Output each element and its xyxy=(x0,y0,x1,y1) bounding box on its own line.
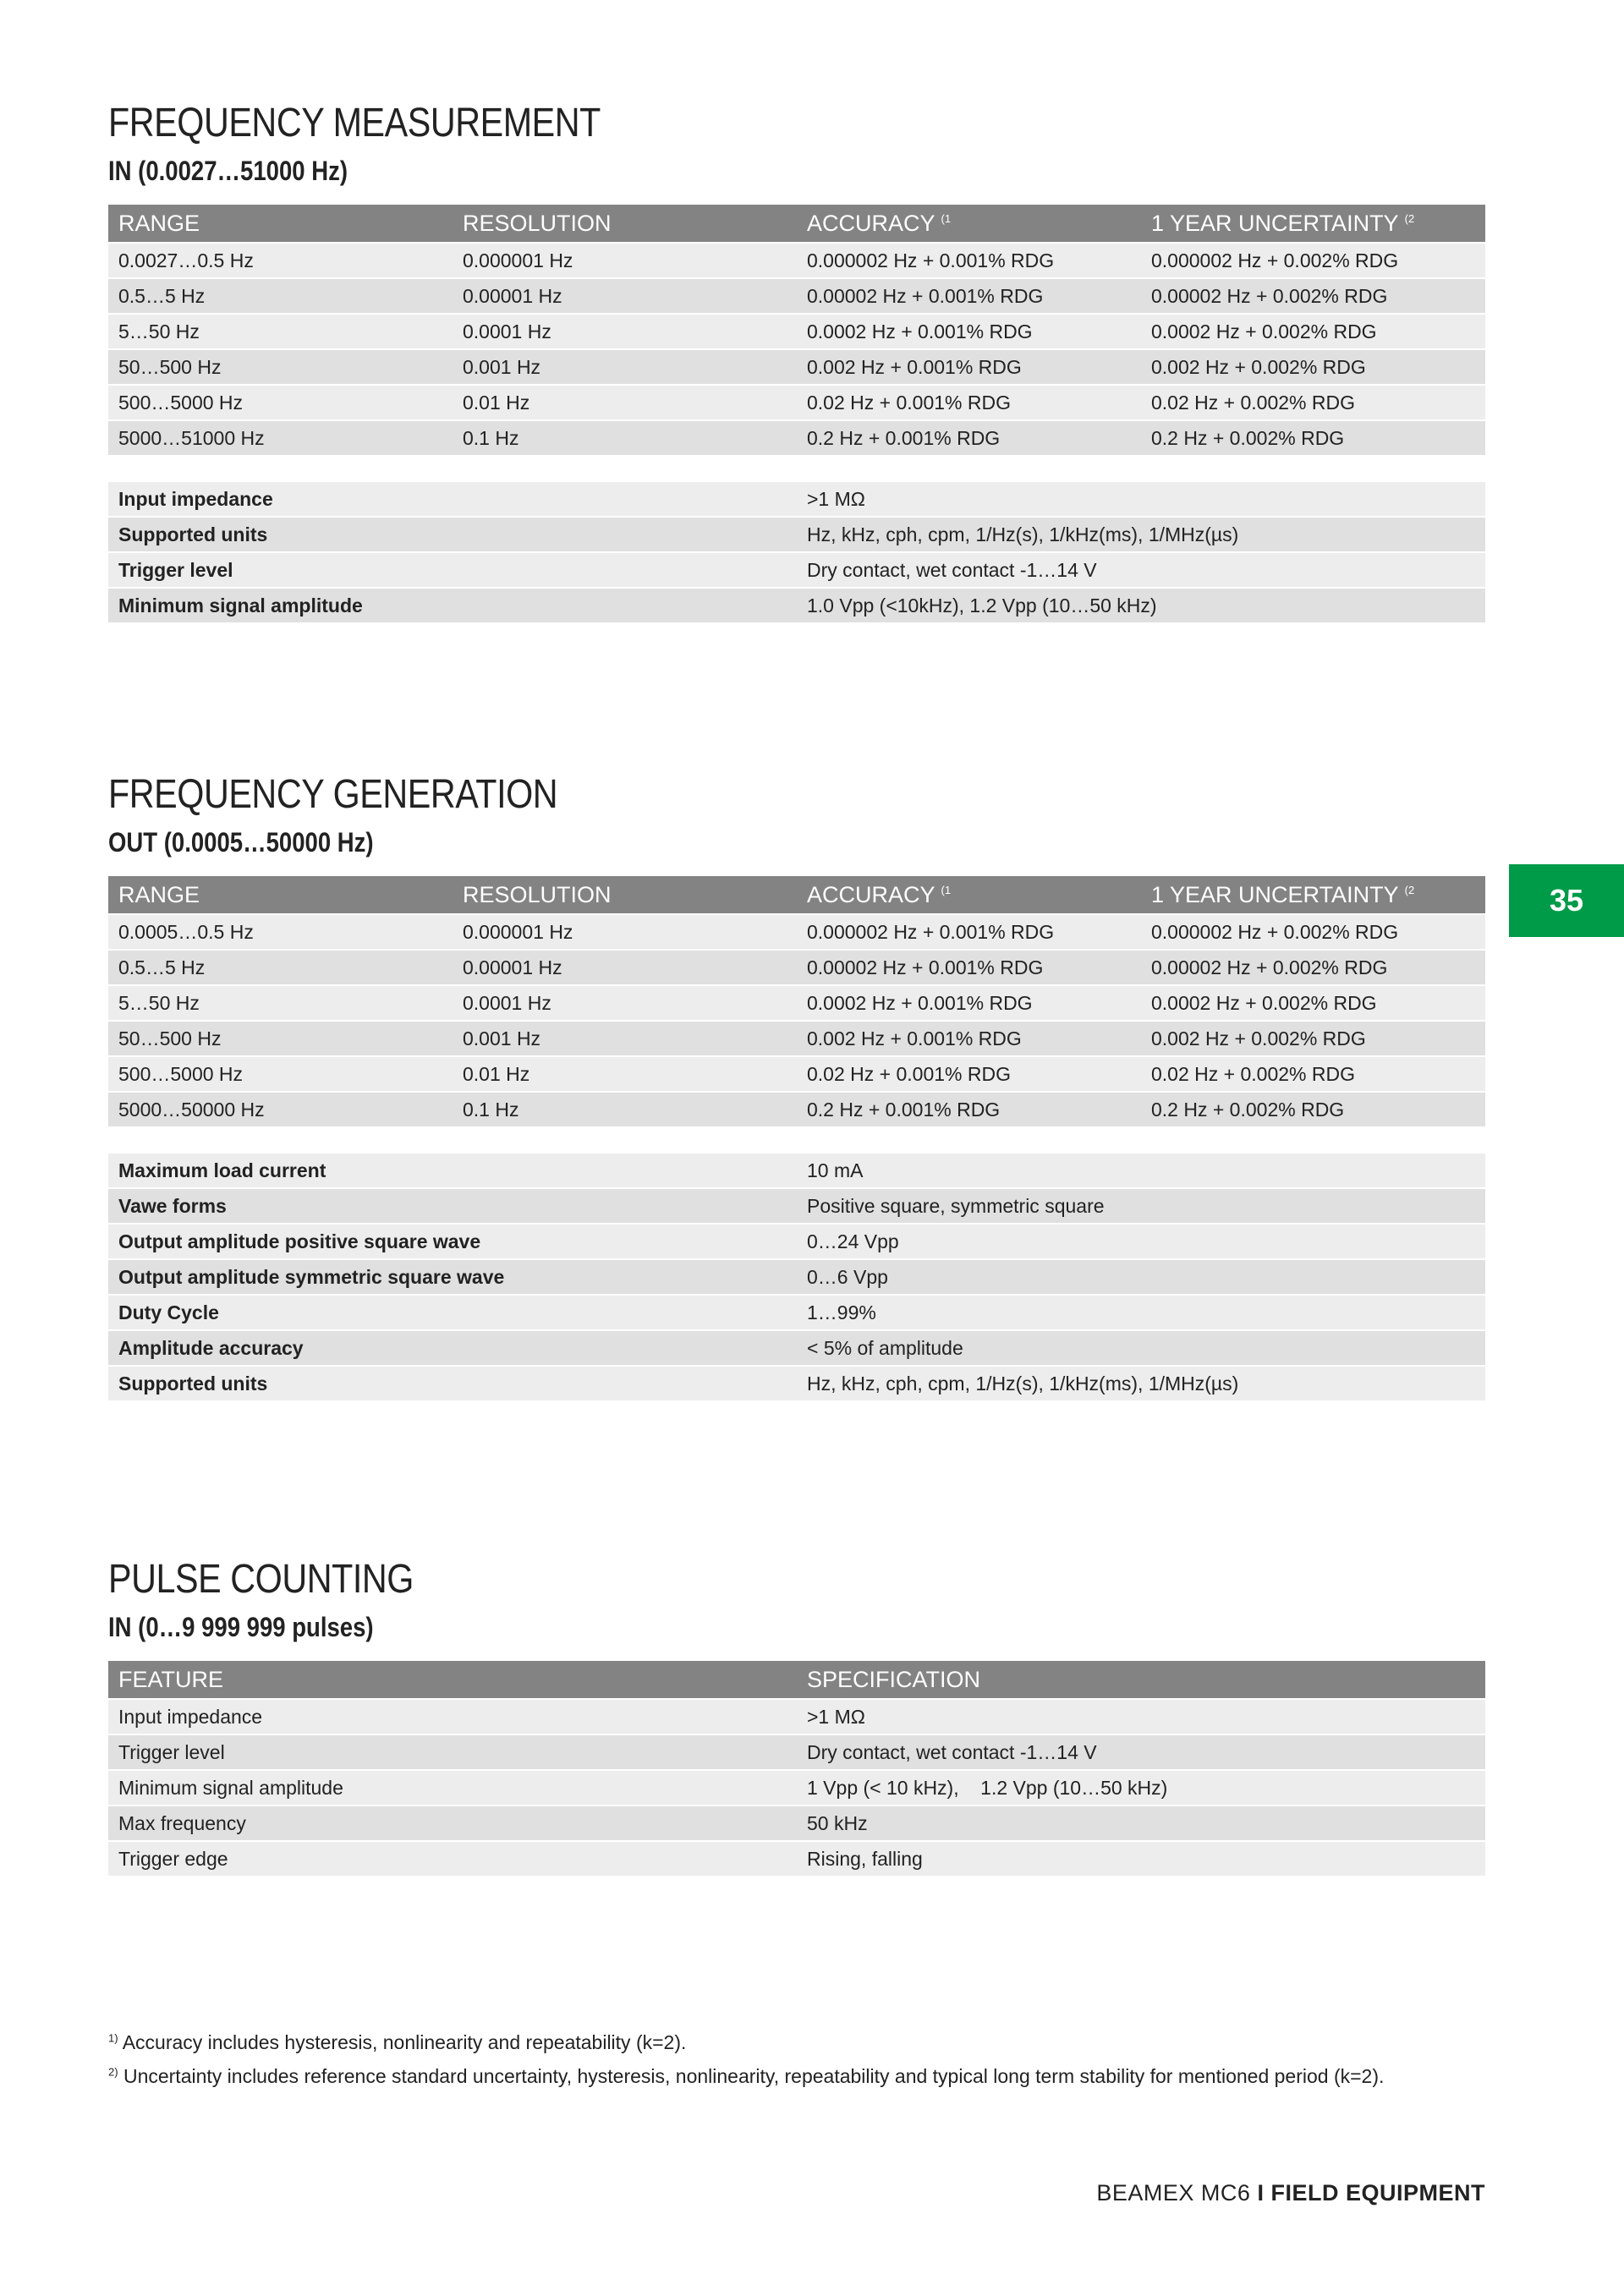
table-row xyxy=(108,419,1485,455)
spec-label: Supported units xyxy=(118,523,268,545)
column-header-uncertainty: 1 YEAR UNCERTAINTY $^{(2}$ xyxy=(1151,210,1415,236)
feature-cell: Trigger level xyxy=(118,1740,225,1763)
spec-label: Vawe forms xyxy=(118,1194,227,1217)
section-title: PULSE COUNTING xyxy=(108,1557,414,1602)
spec-value: 0…24 Vpp xyxy=(807,1230,899,1252)
accuracy-cell: 0.0002 Hz + 0.001% RDG xyxy=(807,991,1033,1014)
resolution-cell: 0.001 Hz xyxy=(463,1027,541,1049)
section-title: FREQUENCY GENERATION xyxy=(108,772,558,817)
range-cell: 0.5…5 Hz xyxy=(118,284,206,307)
table-row xyxy=(108,1840,1485,1876)
spec-label: Duty Cycle xyxy=(118,1301,219,1323)
spec-table xyxy=(108,480,1485,622)
spec-value: 0…6 Vpp xyxy=(807,1265,888,1288)
accuracy-cell: 0.00002 Hz + 0.001% RDG xyxy=(807,284,1044,307)
table-row xyxy=(108,277,1485,313)
table-row xyxy=(108,1769,1485,1805)
table-row xyxy=(108,1020,1485,1055)
spec-value: Hz, kHz, cph, cpm, 1/Hz(s), 1/kHz(ms), 1/MHz(µs) xyxy=(807,1372,1239,1395)
uncertainty-cell: 0.00002 Hz + 0.002% RDG xyxy=(1151,956,1388,978)
accuracy-cell: 0.000002 Hz + 0.001% RDG xyxy=(807,249,1055,271)
feature-cell: Max frequency xyxy=(118,1811,246,1834)
table-row xyxy=(108,1055,1485,1091)
column-header-range: RANGE xyxy=(118,881,200,907)
range-cell: 5…50 Hz xyxy=(118,991,200,1014)
resolution-cell: 0.1 Hz xyxy=(463,1098,519,1121)
accuracy-cell: 0.02 Hz + 0.001% RDG xyxy=(807,391,1011,414)
table-row xyxy=(108,1698,1485,1734)
specification-cell: >1 MΩ xyxy=(807,1705,865,1728)
uncertainty-cell: 0.00002 Hz + 0.002% RDG xyxy=(1151,284,1388,307)
spec-label: Maximum load current xyxy=(118,1159,326,1181)
accuracy-cell: 0.000002 Hz + 0.001% RDG xyxy=(807,920,1055,943)
spec-label: Output amplitude positive square wave xyxy=(118,1230,481,1252)
spec-row xyxy=(108,480,1485,516)
table-row xyxy=(108,242,1485,277)
uncertainty-cell: 0.000002 Hz + 0.002% RDG xyxy=(1151,249,1399,271)
range-cell: 50…500 Hz xyxy=(118,355,222,378)
uncertainty-cell: 0.0002 Hz + 0.002% RDG xyxy=(1151,991,1377,1014)
table-row xyxy=(108,1091,1485,1126)
range-cell: 50…500 Hz xyxy=(118,1027,222,1049)
pulse-counting-section xyxy=(108,1556,1485,1876)
column-header-range: RANGE xyxy=(118,210,200,236)
spec-row xyxy=(108,1152,1485,1187)
spec-value: >1 MΩ xyxy=(807,487,865,510)
table-row xyxy=(108,348,1485,384)
table-row xyxy=(108,313,1485,348)
resolution-cell: 0.0001 Hz xyxy=(463,991,551,1014)
section-subtitle: OUT (0.0005…50000 Hz) xyxy=(108,827,374,858)
section-subtitle: IN (0…9 999 999 pulses) xyxy=(108,1612,374,1642)
column-header-feature: FEATURE xyxy=(118,1666,224,1692)
spec-label: Output amplitude symmetric square wave xyxy=(118,1265,505,1288)
spec-label: Trigger level xyxy=(118,558,233,581)
page-number-tab: 35 xyxy=(1509,864,1624,937)
spec-value: Positive square, symmetric square xyxy=(807,1194,1105,1217)
specification-cell: Rising, falling xyxy=(807,1847,923,1870)
table-row xyxy=(108,984,1485,1020)
feature-cell: Input impedance xyxy=(118,1705,263,1728)
range-cell: 0.5…5 Hz xyxy=(118,956,206,978)
spec-value: Hz, kHz, cph, cpm, 1/Hz(s), 1/kHz(ms), 1/MHz(µs) xyxy=(807,523,1239,545)
resolution-cell: 0.00001 Hz xyxy=(463,956,562,978)
footnote-ref: (1 xyxy=(941,883,952,896)
resolution-cell: 0.1 Hz xyxy=(463,426,519,449)
spec-row xyxy=(108,1365,1485,1400)
spec-row xyxy=(108,1187,1485,1223)
specification-cell: 1 Vpp (< 10 kHz), 1.2 Vpp (10…50 kHz) xyxy=(807,1776,1168,1799)
accuracy-cell: 0.00002 Hz + 0.001% RDG xyxy=(807,956,1044,978)
footnotes xyxy=(108,2025,1384,2093)
column-header-resolution: RESOLUTION xyxy=(463,881,612,907)
table-header-row xyxy=(108,1661,1485,1698)
range-cell: 500…5000 Hz xyxy=(118,391,244,414)
range-table xyxy=(108,876,1485,1126)
resolution-cell: 0.00001 Hz xyxy=(463,284,562,307)
spec-label: Input impedance xyxy=(118,487,273,510)
spec-row xyxy=(108,551,1485,587)
spec-label: Minimum signal amplitude xyxy=(118,594,363,616)
resolution-cell: 0.01 Hz xyxy=(463,391,530,414)
column-header-resolution: RESOLUTION xyxy=(463,210,612,236)
freq-measurement-section xyxy=(108,100,1485,622)
spec-table xyxy=(108,1152,1485,1400)
feature-cell: Minimum signal amplitude xyxy=(118,1776,343,1799)
freq-generation-section xyxy=(108,771,1485,1400)
resolution-cell: 0.000001 Hz xyxy=(463,920,573,943)
table-row xyxy=(108,384,1485,419)
table-header-row xyxy=(108,876,1485,913)
uncertainty-cell: 0.000002 Hz + 0.002% RDG xyxy=(1151,920,1399,943)
range-cell: 0.0027…0.5 Hz xyxy=(118,249,254,271)
footer-brand: BEAMEX MC6 xyxy=(1096,2180,1251,2206)
uncertainty-cell: 0.02 Hz + 0.002% RDG xyxy=(1151,391,1355,414)
accuracy-cell: 0.2 Hz + 0.001% RDG xyxy=(807,1098,1001,1121)
uncertainty-cell: 0.02 Hz + 0.002% RDG xyxy=(1151,1062,1355,1085)
specification-cell: Dry contact, wet contact -1…14 V xyxy=(807,1740,1097,1763)
footnote: $^{2)}$ Uncertainty includes reference standard uncertainty, hysteresis, nonlinearity, repeatability and typical long term stability for mentioned period (k=2). xyxy=(108,2065,1385,2087)
footnote-ref: (2 xyxy=(1404,883,1415,896)
footnote: $^{1)}$ Accuracy includes hysteresis, nonlinearity and repeatability (k=2). xyxy=(108,2031,687,2053)
uncertainty-cell: 0.002 Hz + 0.002% RDG xyxy=(1151,355,1366,378)
footer-section: FIELD EQUIPMENT xyxy=(1270,2180,1485,2206)
uncertainty-cell: 0.2 Hz + 0.002% RDG xyxy=(1151,1098,1345,1121)
accuracy-cell: 0.0002 Hz + 0.001% RDG xyxy=(807,320,1033,342)
spec-value: 1…99% xyxy=(807,1301,876,1323)
table-header-row xyxy=(108,205,1485,242)
range-table xyxy=(108,205,1485,455)
spec-row xyxy=(108,516,1485,551)
range-cell: 5000…51000 Hz xyxy=(118,426,265,449)
specification-cell: 50 kHz xyxy=(807,1811,868,1834)
footer-separator: I xyxy=(1257,2180,1265,2206)
column-header-uncertainty: 1 YEAR UNCERTAINTY $^{(2}$ xyxy=(1151,881,1415,907)
column-header-accuracy: ACCURACY $^{(1}$ xyxy=(807,881,952,907)
spec-value: < 5% of amplitude xyxy=(807,1336,963,1359)
range-cell: 500…5000 Hz xyxy=(118,1062,244,1085)
accuracy-cell: 0.2 Hz + 0.001% RDG xyxy=(807,426,1001,449)
uncertainty-cell: 0.002 Hz + 0.002% RDG xyxy=(1151,1027,1366,1049)
column-header-accuracy: ACCURACY $^{(1}$ xyxy=(807,210,952,236)
section-title: FREQUENCY MEASUREMENT xyxy=(108,101,601,145)
section-subtitle: IN (0.0027…51000 Hz) xyxy=(108,156,348,186)
feature-cell: Trigger edge xyxy=(118,1847,228,1870)
accuracy-cell: 0.002 Hz + 0.001% RDG xyxy=(807,1027,1022,1049)
feature-table xyxy=(108,1661,1485,1876)
spec-row xyxy=(108,1258,1485,1294)
spec-value: 1.0 Vpp (<10kHz), 1.2 Vpp (10…50 kHz) xyxy=(807,594,1157,616)
table-row xyxy=(108,1805,1485,1840)
column-header-specification: SPECIFICATION xyxy=(807,1666,981,1692)
spec-label: Supported units xyxy=(118,1372,268,1395)
table-row xyxy=(108,913,1485,949)
resolution-cell: 0.001 Hz xyxy=(463,355,541,378)
spec-row xyxy=(108,587,1485,622)
resolution-cell: 0.000001 Hz xyxy=(463,249,573,271)
page-footer xyxy=(1096,2180,1485,2206)
footnote-ref: (2 xyxy=(1404,211,1415,225)
spec-value: 10 mA xyxy=(807,1159,864,1181)
spec-label: Amplitude accuracy xyxy=(118,1336,304,1359)
resolution-cell: 0.01 Hz xyxy=(463,1062,530,1085)
table-row xyxy=(108,949,1485,984)
uncertainty-cell: 0.2 Hz + 0.002% RDG xyxy=(1151,426,1345,449)
accuracy-cell: 0.02 Hz + 0.001% RDG xyxy=(807,1062,1011,1085)
spec-row xyxy=(108,1223,1485,1258)
uncertainty-cell: 0.0002 Hz + 0.002% RDG xyxy=(1151,320,1377,342)
range-cell: 5000…50000 Hz xyxy=(118,1098,265,1121)
footnote-ref: (1 xyxy=(941,211,952,225)
accuracy-cell: 0.002 Hz + 0.001% RDG xyxy=(807,355,1022,378)
table-row xyxy=(108,1734,1485,1769)
range-cell: 0.0005…0.5 Hz xyxy=(118,920,254,943)
spec-value: Dry contact, wet contact -1…14 V xyxy=(807,558,1097,581)
spec-row xyxy=(108,1329,1485,1365)
spec-row xyxy=(108,1294,1485,1329)
range-cell: 5…50 Hz xyxy=(118,320,200,342)
resolution-cell: 0.0001 Hz xyxy=(463,320,551,342)
